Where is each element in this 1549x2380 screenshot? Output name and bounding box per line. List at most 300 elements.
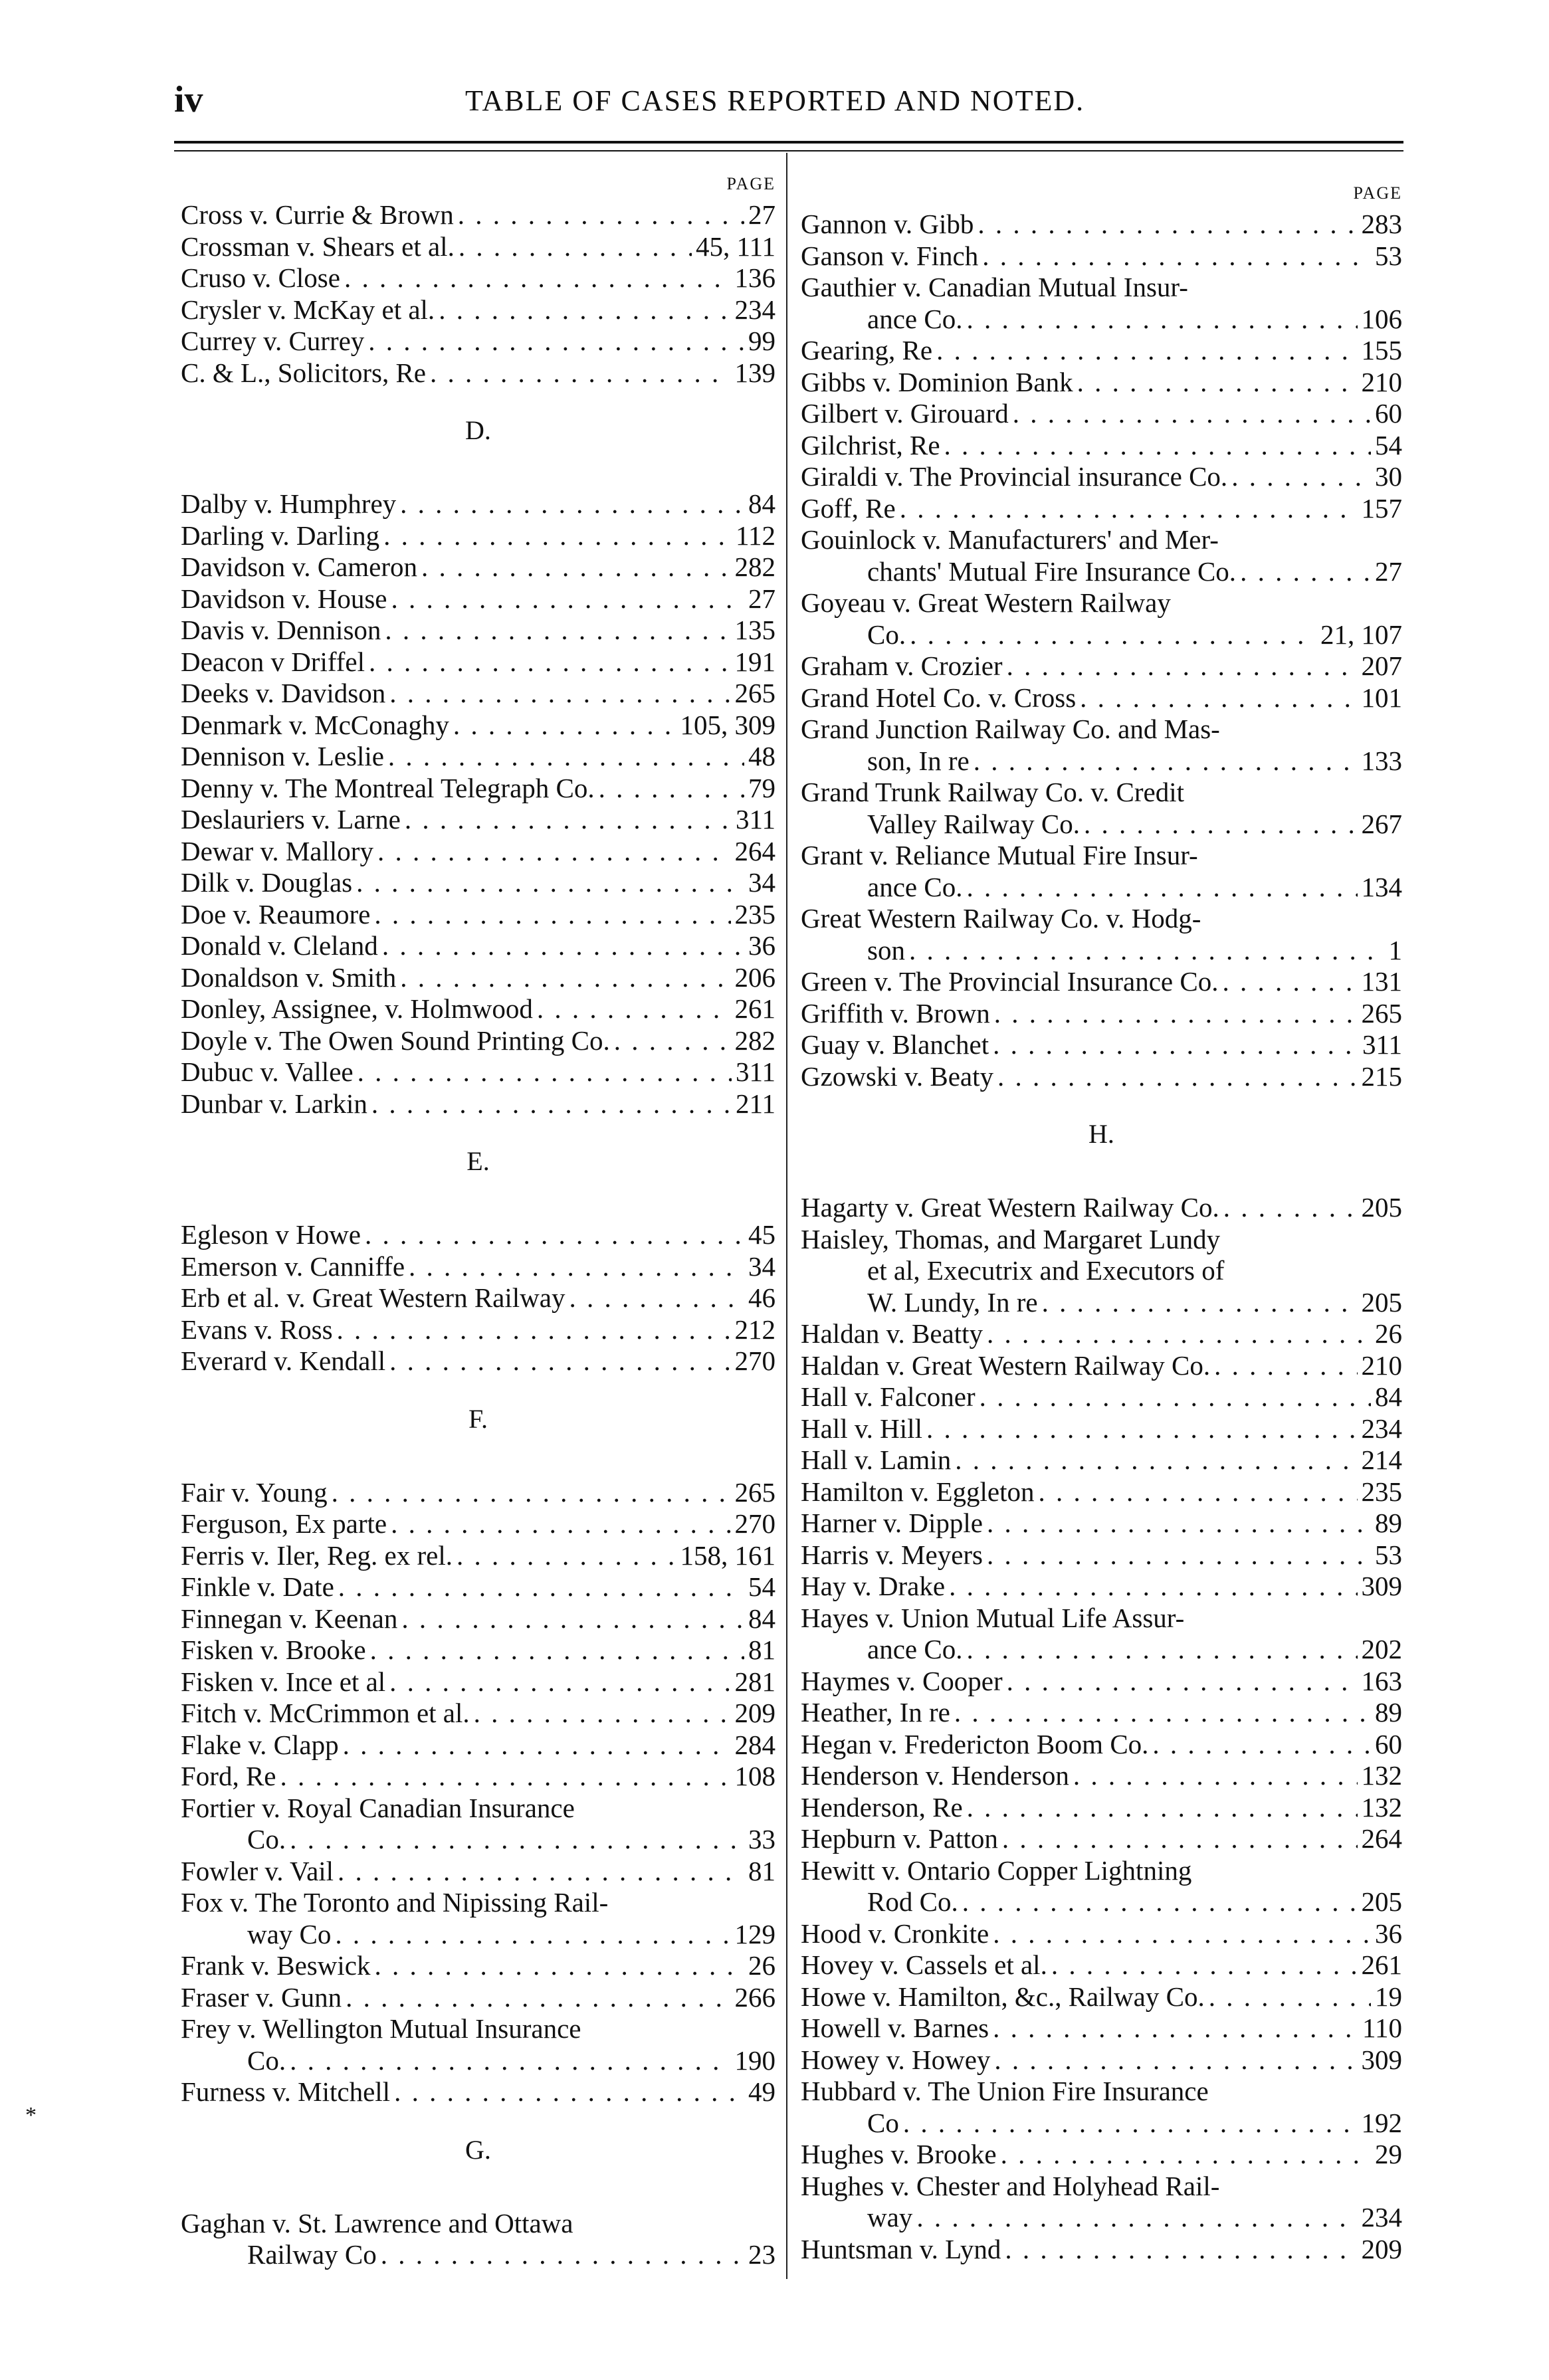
list-e	[181, 1219, 775, 1377]
list-item	[181, 326, 775, 357]
entry-page: 110	[1362, 2013, 1402, 2043]
entry-page: 34	[748, 867, 775, 898]
entry-page: 105, 309	[680, 709, 775, 740]
entry-name-cont: W. Lundy, In re	[867, 1286, 1038, 1318]
entry-gauthier	[801, 272, 1402, 335]
entry-name: Flake v. Clapp	[181, 1729, 339, 1760]
entry-page: 60	[1375, 398, 1402, 429]
entry-hubbard	[801, 2076, 1402, 2139]
entry-name: Dalby v. Humphrey	[181, 488, 397, 519]
list-item	[181, 1508, 775, 1540]
entry-name: Harner v. Dipple	[801, 1508, 983, 1538]
entry-name: Gouinlock v. Manufacturers' and Mer-	[801, 524, 1219, 555]
entry-name: Great Western Railway Co. v. Hodg-	[801, 903, 1201, 934]
entry-page: 190	[734, 2044, 775, 2076]
entry-page: 1	[1388, 934, 1402, 965]
entry-page: 158, 161	[680, 1539, 775, 1571]
entry-name: Dubuc v. Vallee	[181, 1056, 354, 1087]
list-item	[181, 1982, 775, 2014]
list-item	[181, 1251, 775, 1283]
list-g2	[801, 335, 1402, 524]
entry-page: 207	[1361, 650, 1402, 681]
entry-page: 29	[1375, 2139, 1402, 2169]
entry-fox	[181, 1887, 775, 1950]
entry-name: Davis v. Dennison	[181, 615, 381, 645]
list-item	[801, 998, 1402, 1030]
entry-name: Howell v. Barnes	[801, 2013, 989, 2043]
list-item	[801, 209, 1402, 241]
entry-page: 270	[734, 1345, 775, 1376]
list-item	[181, 1603, 775, 1635]
entry-name-cont: ance Co.	[867, 871, 963, 902]
list-item	[801, 1949, 1402, 1981]
list-item	[181, 1477, 775, 1509]
entry-name: Deacon v Driffel	[181, 646, 365, 677]
list-item	[801, 2044, 1402, 2076]
list-d	[181, 488, 775, 1120]
list-item	[181, 551, 775, 583]
entry-name: Grant v. Reliance Mutual Fire Insur-	[801, 840, 1198, 870]
entry-name: Crossman v. Shears et al.	[181, 231, 455, 262]
entry-name: Dewar v. Mallory	[181, 835, 373, 866]
list-item	[181, 993, 775, 1025]
entry-name: Gilchrist, Re	[801, 429, 940, 460]
entry-page: 60	[1375, 1728, 1402, 1759]
entry-page: 89	[1375, 1508, 1402, 1538]
entry-page: 266	[734, 1981, 775, 2013]
entry-name: Gzowski v. Beaty	[801, 1060, 993, 1092]
list-item	[801, 241, 1402, 272]
entry-hagarty	[801, 1192, 1402, 1224]
list-item	[801, 2013, 1402, 2044]
list-item	[181, 1571, 775, 1603]
entry-name: Fitch v. McCrimmon et al.	[181, 1698, 470, 1728]
entry-name: Griffith v. Brown	[801, 997, 990, 1029]
list-item	[181, 357, 775, 389]
list-item	[181, 646, 775, 678]
entry-gaghan	[181, 2208, 775, 2271]
entry-page: 45	[748, 1219, 775, 1250]
entry-name: Fair v. Young	[181, 1476, 328, 1508]
page-column-label: PAGE	[1353, 183, 1402, 203]
entry-name: Frey v. Wellington Mutual Insurance	[181, 2013, 581, 2044]
list-item	[181, 1761, 775, 1793]
entry-name-cont: Co.	[247, 2044, 286, 2076]
entry-page: 112	[736, 520, 775, 551]
entry-page: 284	[734, 1729, 775, 1760]
list-item	[181, 615, 775, 646]
entry-page: 36	[1375, 1918, 1402, 1949]
entry-name: Grand Junction Railway Co. and Mas-	[801, 714, 1220, 744]
entry-name: Currey v. Currey	[181, 326, 365, 356]
entry-name-cont: ance Co.	[867, 1634, 963, 1664]
entry-name: Ganson v. Finch	[801, 240, 979, 271]
entry-name: C. & L., Solicitors, Re	[181, 357, 426, 388]
entry-page: 267	[1361, 808, 1402, 839]
entry-page: 311	[1362, 1029, 1402, 1060]
entry-page: 270	[734, 1508, 775, 1539]
entry-fowler	[181, 1856, 775, 1888]
list-item	[801, 1476, 1402, 1508]
list-item	[181, 836, 775, 868]
entry-page: 48	[748, 741, 775, 771]
entry-page: 54	[1375, 429, 1402, 460]
list-item	[801, 1318, 1402, 1350]
entry-name: Cruso v. Close	[181, 262, 340, 293]
section-letter-d: D.	[465, 415, 491, 445]
entry-page: 205	[1361, 1886, 1402, 1917]
entry-page: 84	[748, 1603, 775, 1634]
entry-page: 265	[734, 678, 775, 708]
list-item	[181, 804, 775, 836]
entry-page: 264	[734, 835, 775, 866]
list-item	[801, 430, 1402, 462]
entry-name: Hagarty v. Great Western Railway Co.	[801, 1192, 1219, 1223]
entry-hughes-brooke	[801, 2139, 1402, 2171]
entry-page: 89	[1375, 1697, 1402, 1728]
entry-haisley	[801, 1224, 1402, 1319]
entry-name: Donley, Assignee, v. Holmwood	[181, 993, 533, 1024]
column-divider	[786, 153, 787, 2279]
entry-page: 33	[748, 1824, 775, 1854]
list-item	[801, 398, 1402, 430]
entry-name: Hall v. Hill	[801, 1413, 922, 1444]
entry-name: Goyeau v. Great Western Railway	[801, 587, 1171, 618]
list-g3	[801, 650, 1402, 714]
entry-name: Frank v. Beswick	[181, 1950, 371, 1981]
list-item	[181, 1635, 775, 1666]
list-f	[181, 1477, 775, 1793]
list-h3	[801, 1918, 1402, 2076]
entry-page: 261	[1361, 1949, 1402, 1980]
list-item	[801, 461, 1402, 493]
list-item	[181, 1698, 775, 1730]
entry-name-cont: Valley Railway Co.	[867, 808, 1080, 839]
entry-name: Fox v. The Toronto and Nipissing Rail-	[181, 1887, 609, 1918]
entry-name: Hovey v. Cassels et al.	[801, 1949, 1047, 1980]
entry-page: 212	[734, 1314, 775, 1345]
entry-name: Doe v. Reaumore	[181, 898, 371, 930]
entry-page: 45, 111	[696, 231, 775, 262]
list-item	[801, 1508, 1402, 1539]
entry-page: 36	[748, 930, 775, 961]
entry-page: 99	[748, 326, 775, 356]
list-item	[801, 335, 1402, 367]
entry-grant	[801, 840, 1402, 903]
list-item	[801, 1029, 1402, 1061]
entry-name: Dennison v. Leslie	[181, 741, 384, 771]
entry-name: Haisley, Thomas, and Margaret Lundy	[801, 1223, 1221, 1254]
entry-page: 265	[734, 1476, 775, 1508]
entry-name: Green v. The Provincial Insurance Co.	[801, 966, 1219, 997]
entry-name: Gearing, Re	[801, 335, 933, 365]
entry-name: Cross v. Currie & Brown	[181, 199, 454, 230]
entry-page: 133	[1361, 745, 1402, 776]
entry-grand-junction	[801, 714, 1402, 777]
entry-name: Gilbert v. Girouard	[801, 398, 1009, 429]
entry-name: Deeks v. Davidson	[181, 678, 386, 708]
entry-name: Heather, In re	[801, 1697, 950, 1728]
entry-name: Hall v. Falconer	[801, 1381, 976, 1412]
entry-page: 19	[1375, 1981, 1402, 2012]
entry-page: 49	[748, 2076, 775, 2107]
entry-page: 27	[748, 199, 775, 230]
entry-page: 206	[734, 961, 775, 993]
entry-page: 131	[1361, 966, 1402, 997]
entry-name: Donald v. Cleland	[181, 930, 378, 961]
entry-fortier	[181, 1793, 775, 1856]
entry-name: Furness v. Mitchell	[181, 2076, 391, 2107]
entry-page: 215	[1361, 1060, 1402, 1092]
list-item	[181, 678, 775, 710]
entry-name: Hamilton v. Eggleton	[801, 1476, 1035, 1507]
entry-page: 205	[1361, 1192, 1402, 1223]
entry-name: Fraser v. Gunn	[181, 1981, 342, 2013]
entry-page: 214	[1361, 1444, 1402, 1475]
entry-page: 211	[736, 1088, 775, 1119]
entry-gouinlock	[801, 524, 1402, 587]
list-item	[801, 1381, 1402, 1413]
entry-page: 30	[1375, 461, 1402, 492]
entry-name: Gauthier v. Canadian Mutual Insur-	[801, 272, 1188, 302]
list-item	[181, 741, 775, 773]
entry-page: 309	[1361, 1571, 1402, 1601]
entry-name: Hughes v. Chester and Holyhead Rail-	[801, 2170, 1220, 2201]
entry-name: Goff, Re	[801, 492, 896, 524]
list-item	[181, 488, 775, 520]
entry-page: 265	[1361, 997, 1402, 1029]
entry-name: Hegan v. Fredericton Boom Co.	[801, 1728, 1149, 1759]
list-h2	[801, 1666, 1402, 1855]
list-item	[181, 1730, 775, 1761]
entry-name: Haldan v. Beatty	[801, 1318, 983, 1349]
list-item	[801, 1444, 1402, 1476]
list-f2	[181, 1950, 775, 2013]
list-item	[181, 773, 775, 805]
entry-name: Erb et al. v. Great Western Railway	[181, 1282, 566, 1313]
entry-page: 139	[734, 357, 775, 388]
entry-name: Henderson v. Henderson	[801, 1760, 1069, 1791]
page-title: TABLE OF CASES REPORTED AND NOTED.	[465, 84, 1085, 117]
entry-page: 205	[1361, 1286, 1402, 1318]
entry-name: Darling v. Darling	[181, 520, 380, 551]
entry-page: 132	[1361, 1791, 1402, 1823]
list-c	[181, 199, 775, 389]
entry-page: 309	[1361, 2044, 1402, 2075]
entry-page: 79	[748, 772, 775, 803]
entry-goyeau	[801, 587, 1402, 650]
entry-name-cont: et al, Executrix and Executors of	[867, 1255, 1225, 1286]
entry-page: 202	[1361, 1634, 1402, 1664]
entry-name: Harris v. Meyers	[801, 1539, 983, 1570]
entry-name: Fisken v. Ince et al	[181, 1666, 386, 1697]
list-item	[181, 867, 775, 899]
entry-name-cont: way	[867, 2202, 913, 2232]
entry-page: 81	[748, 1635, 775, 1665]
entry-page: 21, 107	[1320, 619, 1402, 650]
entry-hughes-chester	[801, 2171, 1402, 2234]
entry-page: 81	[748, 1855, 775, 1886]
entry-name: Doyle v. The Owen Sound Printing Co.	[181, 1025, 610, 1056]
page-number: iv	[174, 79, 203, 120]
entry-page: 282	[734, 1025, 775, 1056]
entry-name: Haymes v. Cooper	[801, 1665, 1003, 1696]
list-item	[801, 1539, 1402, 1571]
entry-name: Huntsman v. Lynd	[801, 2233, 1001, 2264]
entry-name: Deslauriers v. Larne	[181, 804, 401, 835]
entry-name: Hewitt v. Ontario Copper Lightning	[801, 1854, 1192, 1886]
list-item	[801, 1981, 1402, 2013]
entry-page: 134	[1361, 871, 1402, 902]
entry-name: Grand Hotel Co. v. Cross	[801, 682, 1077, 713]
section-letter-f: F.	[468, 1403, 488, 1434]
entry-name-cont: son	[867, 934, 905, 965]
list-item	[801, 1729, 1402, 1761]
list-item	[801, 1413, 1402, 1445]
entry-page: 53	[1375, 1539, 1402, 1570]
entry-name: Dilk v. Douglas	[181, 867, 353, 898]
list-item	[801, 493, 1402, 525]
entry-name: Fortier v. Royal Canadian Insurance	[181, 1792, 575, 1823]
entry-page: 26	[1375, 1318, 1402, 1349]
entry-name: Howe v. Hamilton, &c., Railway Co.	[801, 1981, 1205, 2012]
entry-name: Haldan v. Great Western Railway Co.	[801, 1349, 1211, 1381]
entry-name: Dunbar v. Larkin	[181, 1088, 367, 1119]
entry-name-cont: way Co	[247, 1918, 332, 1949]
entry-name-cont: Rod Co.	[867, 1886, 958, 1917]
entry-page: 129	[734, 1918, 775, 1949]
entry-name: Gibbs v. Dominion Bank	[801, 366, 1073, 397]
entry-page: 108	[734, 1761, 775, 1791]
entry-page: 261	[734, 993, 775, 1024]
entry-page: 155	[1361, 335, 1402, 365]
entry-name: Denmark v. McConaghy	[181, 709, 449, 740]
entry-page: 157	[1361, 492, 1402, 524]
entry-page: 235	[734, 898, 775, 930]
entry-page: 34	[748, 1250, 775, 1282]
entry-name: Howey v. Howey	[801, 2044, 991, 2075]
entry-page: 53	[1375, 240, 1402, 271]
list-item	[181, 1666, 775, 1698]
entry-furness	[181, 2076, 775, 2108]
right-column	[801, 174, 1402, 2265]
list-item	[181, 962, 775, 994]
entry-name: Finkle v. Date	[181, 1571, 334, 1602]
entry-name: Gaghan v. St. Lawrence and Ottawa	[181, 2207, 573, 2238]
entry-grand-trunk	[801, 777, 1402, 840]
list-g1	[801, 209, 1402, 272]
entry-name: Hood v. Cronkite	[801, 1918, 989, 1949]
entry-name: Gannon v. Gibb	[801, 209, 974, 239]
entry-hewitt	[801, 1855, 1402, 1918]
entry-name-cont: ance Co.	[867, 303, 963, 334]
entry-great-western	[801, 903, 1402, 966]
entry-page: 192	[1361, 2107, 1402, 2138]
entry-name-cont: Co.	[247, 1824, 286, 1854]
entry-page: 210	[1361, 366, 1402, 397]
list-item	[181, 1088, 775, 1120]
entry-page: 191	[734, 646, 775, 677]
entry-hayes	[801, 1603, 1402, 1666]
margin-mark: *	[25, 2103, 37, 2128]
entry-name: Hubbard v. The Union Fire Insurance	[801, 2076, 1209, 2106]
list-item	[181, 262, 775, 294]
list-item	[181, 1314, 775, 1346]
list-item	[801, 1571, 1402, 1603]
list-item	[801, 1061, 1402, 1093]
entry-name-cont: Co	[867, 2107, 899, 2138]
list-item	[801, 1350, 1402, 1382]
entry-page: 311	[736, 804, 775, 835]
entry-page: 210	[1361, 1349, 1402, 1381]
list-item	[801, 1697, 1402, 1729]
list-item	[801, 1792, 1402, 1824]
entry-name: Giraldi v. The Provincial insurance Co.	[801, 461, 1228, 492]
entry-page: 163	[1361, 1665, 1402, 1696]
entry-name: Davidson v. Cameron	[181, 551, 418, 582]
list-item	[181, 199, 775, 231]
entry-page: 234	[1361, 2202, 1402, 2232]
list-item	[181, 1056, 775, 1088]
left-column	[181, 174, 775, 2271]
entry-page: 84	[748, 488, 775, 519]
entry-name: Ferris v. Iler, Reg. ex rel.	[181, 1539, 453, 1571]
list-item	[801, 1918, 1402, 1950]
entry-page: 264	[1361, 1823, 1402, 1854]
list-item	[801, 1823, 1402, 1855]
list-item	[181, 520, 775, 552]
entry-name-cont: Railway Co	[247, 2239, 377, 2270]
entry-name: Hay v. Drake	[801, 1571, 946, 1601]
entry-name: Hall v. Lamin	[801, 1444, 952, 1475]
entry-name: Davidson v. House	[181, 583, 387, 614]
entry-page: 209	[734, 1698, 775, 1728]
entry-name-cont: Co.	[867, 619, 906, 650]
entry-page: 135	[734, 615, 775, 645]
entry-page: 27	[1375, 555, 1402, 587]
entry-name: Hepburn v. Patton	[801, 1823, 998, 1854]
entry-name: Hayes v. Union Mutual Life Assur-	[801, 1602, 1185, 1633]
list-item	[181, 1219, 775, 1251]
list-item	[181, 930, 775, 962]
list-item	[181, 1540, 775, 1572]
entry-name: Everard v. Kendall	[181, 1345, 386, 1376]
list-item	[181, 1950, 775, 1982]
entry-page: 101	[1361, 682, 1402, 713]
entry-page: 23	[748, 2239, 775, 2270]
entry-name: Ferguson, Ex parte	[181, 1508, 387, 1539]
entry-name: Emerson v. Canniffe	[181, 1250, 405, 1282]
list-item	[181, 1025, 775, 1057]
list-item	[181, 1282, 775, 1314]
entry-page: 234	[1361, 1413, 1402, 1444]
entry-page: 311	[736, 1056, 775, 1087]
entry-page: 235	[1361, 1476, 1402, 1507]
list-item	[801, 1760, 1402, 1792]
entry-name: Ford, Re	[181, 1761, 276, 1791]
list-item	[181, 899, 775, 931]
entry-name: Evans v. Ross	[181, 1314, 333, 1345]
entry-name: Grand Trunk Railway Co. v. Credit	[801, 777, 1185, 807]
entry-name: Fowler v. Vail	[181, 1855, 334, 1886]
entry-page: 136	[734, 262, 775, 293]
entry-name: Fisken v. Brooke	[181, 1635, 366, 1665]
entry-page: 283	[1361, 209, 1402, 239]
list-item	[801, 966, 1402, 998]
section-letter-h: H.	[1088, 1119, 1114, 1149]
entry-page: 209	[1361, 2233, 1402, 2264]
entry-name: Egleson v Howe	[181, 1219, 361, 1250]
